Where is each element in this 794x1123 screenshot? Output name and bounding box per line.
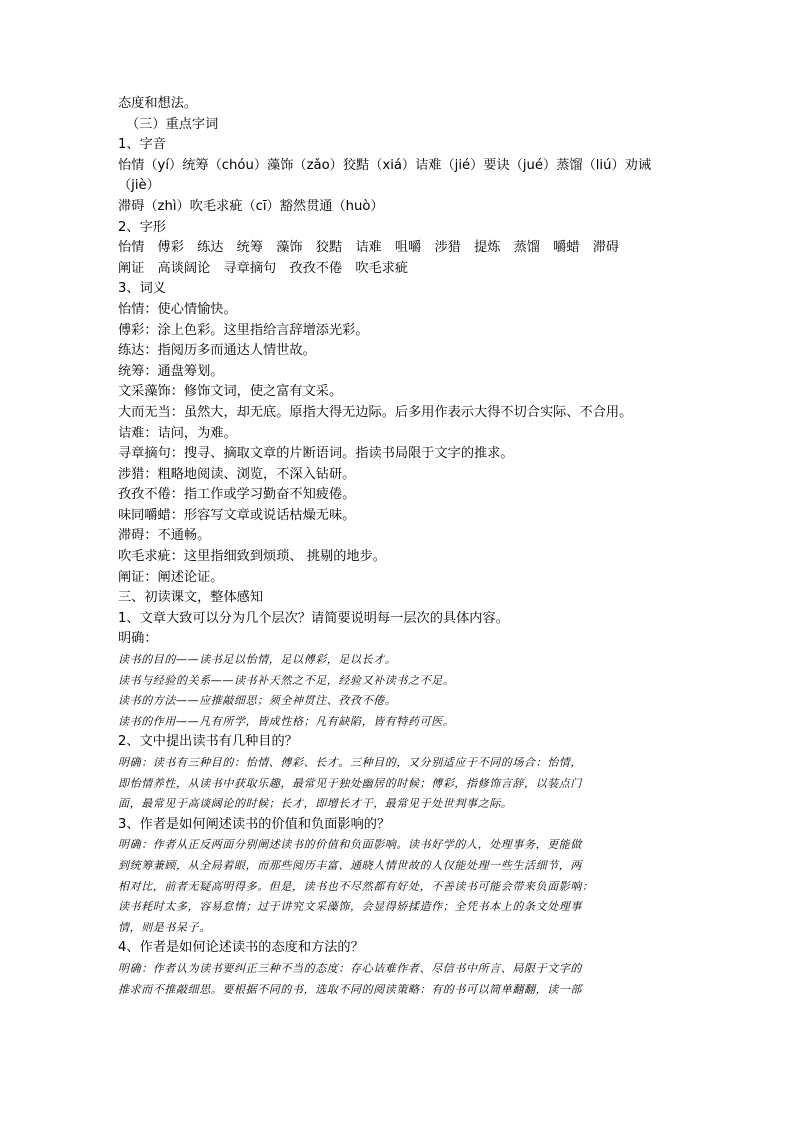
definition-line: 傅彩：涂上色彩。这里指给言辞增添光彩。 xyxy=(118,322,369,338)
subheading: 3、词义 xyxy=(118,281,166,297)
definition-line: 孜孜不倦：指工作或学习勤奋不知疲倦。 xyxy=(118,487,356,503)
section-heading: （三）重点字词 xyxy=(126,116,219,132)
section-heading: 三、初读课文，整体感知 xyxy=(118,590,264,606)
answer-line xyxy=(118,835,678,856)
text-line: 滞碍（zhì）吹毛求疵（cī）豁然贯通（huò） xyxy=(118,198,384,214)
text-line: 阐证 高谈阔论 寻章摘句 孜孜不倦 吹毛求疵 xyxy=(118,260,409,276)
definition-line: 练达：指阅历多而通达人情世故。 xyxy=(118,343,316,359)
question-line: 3、作者是如何阐述读书的价值和负面影响的？ xyxy=(118,816,391,832)
question-line: 1、文章大致可以分为几个层次？请简要说明每一层次的具体内容。 xyxy=(118,610,509,626)
answer-label: 明确： xyxy=(118,838,153,852)
answer-label: 明确： xyxy=(118,756,153,769)
answer-text: 读书有三种目的：怡情、傅彩、长才。三种目的，又分别适应于不同的场合：怡情， xyxy=(152,756,583,769)
answer-line xyxy=(118,959,678,980)
answer-line: 读书与经验的关系——读书补天然之不足，经验又补读书之不足。 xyxy=(118,673,455,687)
answer-line: 相对比，前者无疑高明得多。但是，读书也不尽然都有好处，不善读书可能会带来负面影响： xyxy=(118,879,594,893)
answer-line: 面，最常见于高谈阔论的时候；长才，即增长才干，最常见于处世判事之际。 xyxy=(118,797,513,811)
answer-text: 作者认为读书要纠正三种不当的态度：存心诘难作者、尽信书中所言、局限于文字的 xyxy=(152,961,583,975)
answer-line: 读书的目的——读书足以怡情，足以傅彩，足以长才。 xyxy=(118,653,397,667)
subheading: 2、字形 xyxy=(118,219,166,235)
definition-line: 滞碍：不通畅。 xyxy=(118,528,211,544)
definition-line: 大而无当：虽然大，却无底。原指大得无边际。后多用作表示大得不切合实际、不合用。 xyxy=(118,404,633,420)
answer-line: 推求而不推敲细思。要根据不同的书，选取不同的阅读策略：有的书可以简单翻翻，读一部 xyxy=(118,982,582,996)
subheading: 1、字音 xyxy=(118,137,166,153)
question-line: 4、作者是如何论述读书的态度和方法的？ xyxy=(118,940,364,956)
definition-line: 寻章摘句：搜寻、摘取文章的片断语词。指读书局限于文字的推求。 xyxy=(118,446,514,462)
definition-line: 怡情：使心情愉快。 xyxy=(118,301,237,317)
answer-line: 读书耗时太多，容易怠惰；过于讲究文采藻饰，会显得矫揉造作；全凭书本上的条文处理事 xyxy=(118,900,582,914)
answer-line xyxy=(118,753,678,774)
document-page xyxy=(118,94,678,1000)
answer-line: 到统筹兼顾，从全局着眼，而那些阅历丰富、通晓人情世故的人仅能处理一些生活细节，两 xyxy=(118,858,582,872)
definition-line: 诘难：诘问，为难。 xyxy=(118,425,237,441)
question-line: 2、文中提出读书有几种目的？ xyxy=(118,734,298,750)
answer-line: 即怡情养性，从读书中获取乐趣，最常见于独处幽居的时候；傅彩，指修饰言辞，以装点门 xyxy=(118,776,582,790)
answer-line: 情，则是书呆子。 xyxy=(118,920,211,934)
text-line: 态度和想法。 xyxy=(118,96,198,111)
answer-line: 读书的方法——应推敲细思；须全神贯注、孜孜不倦。 xyxy=(118,694,397,708)
text-line: （jiè） xyxy=(118,178,160,194)
answer-label: 明确： xyxy=(118,631,158,647)
definition-line: 文采藻饰：修饰文词，使之富有文采。 xyxy=(118,384,343,400)
text-line: 怡情 傅彩 练达 统筹 藻饰 狡黠 诘难 咀嚼 涉猎 提炼 蒸馏 嚼蜡 滞碍 xyxy=(118,240,620,256)
definition-line: 统筹：通盘筹划。 xyxy=(118,363,224,379)
answer-text: 作者从正反两面分别阐述读书的价值和负面影响。读书好学的人，处理事务，更能做 xyxy=(152,838,583,852)
text-line: 怡情（yí）统筹（chóu）藻饰（zǎo）狡黠（xiá）诘难（jié）要诀（jué）蒸馏（liú）劝诫 xyxy=(118,157,652,173)
answer-label: 明确： xyxy=(118,961,153,975)
definition-line: 阐证：阐述论证。 xyxy=(118,569,224,585)
definition-line: 味同嚼蜡：形容写文章或说话枯燥无味。 xyxy=(118,507,356,523)
answer-line: 读书的作用——凡有所学，皆成性格；凡有缺陷，皆有特药可医。 xyxy=(118,714,455,728)
definition-line: 涉猎：粗略地阅读、浏览，不深入钻研。 xyxy=(118,466,356,482)
definition-line: 吹毛求疵：这里指细致到烦琐、 挑剔的地步。 xyxy=(118,549,386,565)
